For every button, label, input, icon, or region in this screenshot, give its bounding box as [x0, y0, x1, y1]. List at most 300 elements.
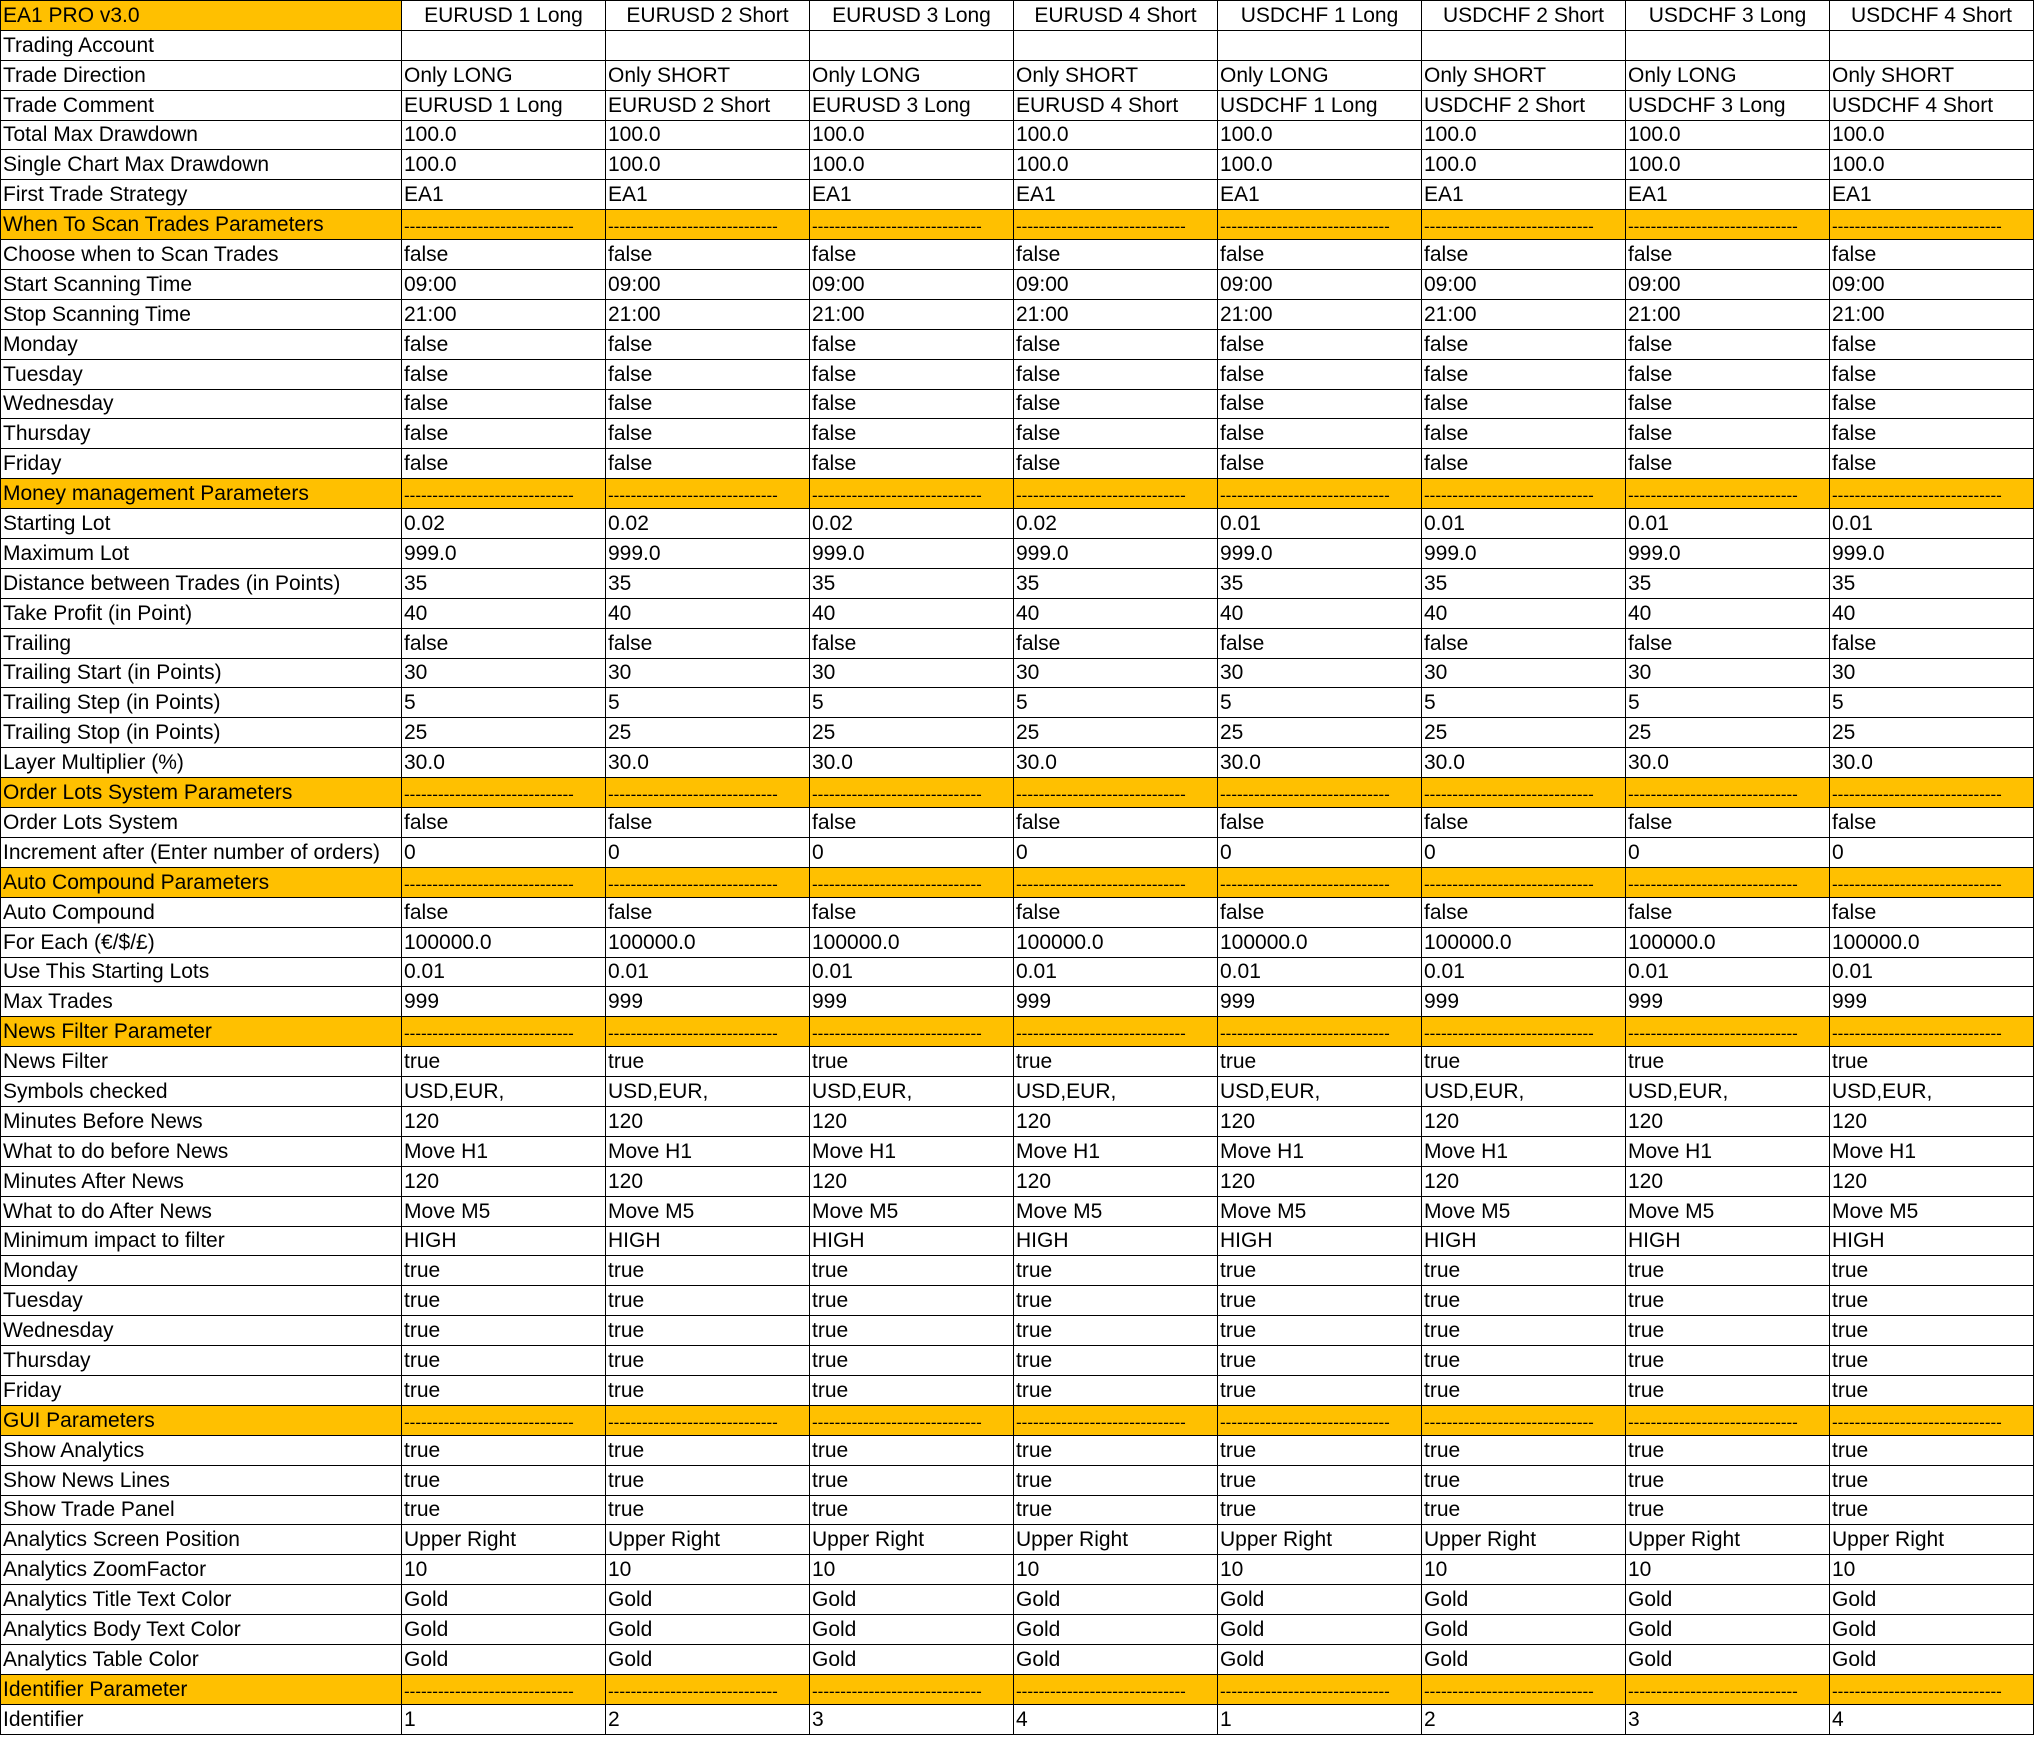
parameter-value-cell[interactable]: false — [1830, 419, 2034, 449]
parameter-value-cell[interactable]: Upper Right — [810, 1525, 1014, 1555]
parameter-value-cell[interactable]: 999.0 — [606, 539, 810, 569]
parameter-value-cell[interactable]: 30.0 — [1830, 748, 2034, 778]
column-header-cell[interactable]: EURUSD 1 Long — [402, 1, 606, 31]
parameter-value-cell[interactable]: Only SHORT — [606, 60, 810, 90]
parameter-value-cell[interactable]: true — [402, 1375, 606, 1405]
parameter-label-cell[interactable]: Minutes Before News — [1, 1106, 402, 1136]
section-divider-cell[interactable]: ------------------------------ — [810, 1017, 1014, 1047]
parameter-label-cell[interactable]: Trailing Step (in Points) — [1, 688, 402, 718]
parameter-value-cell[interactable]: true — [1626, 1465, 1830, 1495]
parameter-value-cell[interactable]: 100000.0 — [606, 927, 810, 957]
parameter-value-cell[interactable]: 100.0 — [1422, 150, 1626, 180]
parameter-value-cell[interactable]: 5 — [1218, 688, 1422, 718]
parameter-label-cell[interactable]: Symbols checked — [1, 1077, 402, 1107]
parameter-label-cell[interactable]: Choose when to Scan Trades — [1, 240, 402, 270]
column-header-cell[interactable]: EURUSD 4 Short — [1014, 1, 1218, 31]
parameter-value-cell[interactable]: 100.0 — [606, 150, 810, 180]
section-divider-cell[interactable]: ------------------------------ — [1830, 479, 2034, 509]
parameter-value-cell[interactable]: true — [1014, 1047, 1218, 1077]
parameter-label-cell[interactable]: Wednesday — [1, 1316, 402, 1346]
parameter-label-cell[interactable]: Use This Starting Lots — [1, 957, 402, 987]
parameter-value-cell[interactable]: true — [1830, 1375, 2034, 1405]
section-divider-cell[interactable]: ------------------------------ — [1830, 778, 2034, 808]
parameter-value-cell[interactable]: false — [1422, 628, 1626, 658]
parameter-value-cell[interactable]: false — [402, 897, 606, 927]
parameter-value-cell[interactable]: 100000.0 — [1422, 927, 1626, 957]
parameter-value-cell[interactable]: true — [402, 1495, 606, 1525]
parameter-value-cell[interactable]: Upper Right — [1422, 1525, 1626, 1555]
parameter-value-cell[interactable]: EURUSD 4 Short — [1014, 90, 1218, 120]
parameter-value-cell[interactable]: true — [810, 1256, 1014, 1286]
section-divider-cell[interactable]: ------------------------------ — [1218, 1017, 1422, 1047]
parameter-value-cell[interactable]: false — [810, 329, 1014, 359]
parameter-value-cell[interactable]: EA1 — [1218, 180, 1422, 210]
parameter-value-cell[interactable]: Gold — [1830, 1644, 2034, 1674]
parameter-value-cell[interactable]: 35 — [402, 568, 606, 598]
parameter-value-cell[interactable]: true — [606, 1286, 810, 1316]
parameter-value-cell[interactable]: 10 — [1422, 1555, 1626, 1585]
parameter-label-cell[interactable]: Trailing Stop (in Points) — [1, 718, 402, 748]
column-header-cell[interactable]: EURUSD 2 Short — [606, 1, 810, 31]
parameter-value-cell[interactable]: 120 — [1422, 1166, 1626, 1196]
parameter-value-cell[interactable]: 21:00 — [1626, 299, 1830, 329]
parameter-value-cell[interactable]: Gold — [1830, 1615, 2034, 1645]
section-divider-cell[interactable]: ------------------------------ — [1218, 210, 1422, 240]
parameter-value-cell[interactable]: Gold — [810, 1585, 1014, 1615]
section-divider-cell[interactable]: ------------------------------ — [810, 210, 1014, 240]
parameter-value-cell[interactable]: true — [810, 1346, 1014, 1376]
parameter-value-cell[interactable]: EURUSD 1 Long — [402, 90, 606, 120]
section-divider-cell[interactable]: ------------------------------ — [606, 479, 810, 509]
parameter-value-cell[interactable]: 100.0 — [402, 120, 606, 150]
parameter-value-cell[interactable]: false — [402, 628, 606, 658]
parameter-value-cell[interactable]: false — [810, 897, 1014, 927]
parameter-value-cell[interactable]: false — [606, 389, 810, 419]
parameter-value-cell[interactable]: Gold — [606, 1615, 810, 1645]
parameter-value-cell[interactable]: 0 — [1218, 837, 1422, 867]
section-divider-cell[interactable]: ------------------------------ — [810, 479, 1014, 509]
parameter-value-cell[interactable] — [810, 30, 1014, 60]
parameter-value-cell[interactable]: 100.0 — [1218, 150, 1422, 180]
parameter-value-cell[interactable]: false — [1422, 897, 1626, 927]
parameter-value-cell[interactable]: true — [1830, 1047, 2034, 1077]
parameter-value-cell[interactable]: 3 — [1626, 1704, 1830, 1734]
parameter-value-cell[interactable]: true — [1626, 1286, 1830, 1316]
parameter-value-cell[interactable]: 999.0 — [1218, 539, 1422, 569]
parameter-value-cell[interactable]: 30.0 — [402, 748, 606, 778]
parameter-value-cell[interactable]: 40 — [1422, 598, 1626, 628]
parameter-value-cell[interactable]: 100.0 — [1626, 120, 1830, 150]
parameter-value-cell[interactable]: Gold — [402, 1615, 606, 1645]
parameter-value-cell[interactable]: Move M5 — [606, 1196, 810, 1226]
parameter-value-cell[interactable]: HIGH — [1830, 1226, 2034, 1256]
parameter-value-cell[interactable]: 0.01 — [1830, 509, 2034, 539]
parameter-label-cell[interactable]: Analytics Body Text Color — [1, 1615, 402, 1645]
parameter-value-cell[interactable]: USDCHF 3 Long — [1626, 90, 1830, 120]
parameter-value-cell[interactable]: 10 — [810, 1555, 1014, 1585]
section-divider-cell[interactable]: ------------------------------ — [402, 1674, 606, 1704]
parameter-value-cell[interactable]: USDCHF 2 Short — [1422, 90, 1626, 120]
parameter-value-cell[interactable]: 999.0 — [1626, 539, 1830, 569]
parameter-value-cell[interactable]: 100.0 — [1014, 120, 1218, 150]
parameter-value-cell[interactable]: 120 — [606, 1166, 810, 1196]
parameter-value-cell[interactable]: true — [1218, 1375, 1422, 1405]
parameter-value-cell[interactable]: 10 — [1626, 1555, 1830, 1585]
parameter-value-cell[interactable]: false — [810, 359, 1014, 389]
parameter-value-cell[interactable]: 120 — [810, 1106, 1014, 1136]
parameter-value-cell[interactable]: 120 — [606, 1106, 810, 1136]
parameter-value-cell[interactable]: false — [1218, 419, 1422, 449]
parameter-label-cell[interactable]: Trading Account — [1, 30, 402, 60]
parameter-label-cell[interactable]: Friday — [1, 449, 402, 479]
parameter-value-cell[interactable]: HIGH — [402, 1226, 606, 1256]
parameter-value-cell[interactable]: Upper Right — [1014, 1525, 1218, 1555]
parameter-value-cell[interactable]: true — [1218, 1495, 1422, 1525]
parameter-value-cell[interactable]: false — [1014, 449, 1218, 479]
parameter-label-cell[interactable]: Analytics Title Text Color — [1, 1585, 402, 1615]
parameter-value-cell[interactable]: 120 — [402, 1166, 606, 1196]
parameter-value-cell[interactable]: true — [1218, 1346, 1422, 1376]
parameter-value-cell[interactable]: 120 — [1014, 1106, 1218, 1136]
parameter-value-cell[interactable]: true — [1422, 1375, 1626, 1405]
section-divider-cell[interactable]: ------------------------------ — [1014, 210, 1218, 240]
parameter-value-cell[interactable]: false — [1014, 628, 1218, 658]
parameter-value-cell[interactable]: Move H1 — [1626, 1136, 1830, 1166]
parameter-value-cell[interactable]: 999 — [1218, 987, 1422, 1017]
section-divider-cell[interactable]: ------------------------------ — [1218, 1405, 1422, 1435]
parameter-value-cell[interactable]: 25 — [402, 718, 606, 748]
parameter-value-cell[interactable]: 0.01 — [402, 957, 606, 987]
parameter-value-cell[interactable]: HIGH — [1626, 1226, 1830, 1256]
parameter-value-cell[interactable]: 999 — [1014, 987, 1218, 1017]
parameter-value-cell[interactable]: 21:00 — [606, 299, 810, 329]
parameter-value-cell[interactable]: 10 — [1014, 1555, 1218, 1585]
parameter-value-cell[interactable]: 35 — [1422, 568, 1626, 598]
parameter-value-cell[interactable]: 0.01 — [1422, 509, 1626, 539]
parameter-value-cell[interactable]: USD,EUR, — [1830, 1077, 2034, 1107]
parameter-value-cell[interactable]: 100.0 — [1626, 150, 1830, 180]
parameter-value-cell[interactable]: 0 — [1014, 837, 1218, 867]
parameter-label-cell[interactable]: Stop Scanning Time — [1, 299, 402, 329]
parameter-value-cell[interactable]: 30.0 — [1422, 748, 1626, 778]
parameter-value-cell[interactable]: true — [1218, 1047, 1422, 1077]
parameter-value-cell[interactable]: true — [1218, 1316, 1422, 1346]
parameter-value-cell[interactable]: Move M5 — [810, 1196, 1014, 1226]
parameter-value-cell[interactable]: Gold — [810, 1644, 1014, 1674]
parameter-value-cell[interactable]: Move M5 — [1422, 1196, 1626, 1226]
parameter-value-cell[interactable]: false — [1626, 449, 1830, 479]
parameter-value-cell[interactable]: 09:00 — [1830, 270, 2034, 300]
parameter-value-cell[interactable]: EA1 — [810, 180, 1014, 210]
parameter-value-cell[interactable]: Gold — [1422, 1644, 1626, 1674]
parameter-value-cell[interactable]: 2 — [606, 1704, 810, 1734]
parameter-value-cell[interactable]: 0.01 — [606, 957, 810, 987]
parameter-value-cell[interactable] — [1014, 30, 1218, 60]
section-divider-cell[interactable]: ------------------------------ — [1626, 1405, 1830, 1435]
section-divider-cell[interactable]: ------------------------------ — [810, 1674, 1014, 1704]
parameter-value-cell[interactable]: true — [606, 1316, 810, 1346]
parameter-value-cell[interactable]: 120 — [1626, 1106, 1830, 1136]
parameter-value-cell[interactable]: false — [402, 449, 606, 479]
section-divider-cell[interactable]: ------------------------------ — [1422, 210, 1626, 240]
parameter-value-cell[interactable]: 25 — [606, 718, 810, 748]
parameter-value-cell[interactable]: 30.0 — [606, 748, 810, 778]
parameter-value-cell[interactable]: true — [1422, 1047, 1626, 1077]
section-divider-cell[interactable]: ------------------------------ — [1014, 778, 1218, 808]
parameter-value-cell[interactable]: 0 — [606, 837, 810, 867]
parameter-label-cell[interactable]: Trailing — [1, 628, 402, 658]
parameter-value-cell[interactable]: 100000.0 — [810, 927, 1014, 957]
parameter-value-cell[interactable]: 25 — [810, 718, 1014, 748]
parameter-value-cell[interactable]: false — [606, 808, 810, 838]
parameter-value-cell[interactable]: Move M5 — [1014, 1196, 1218, 1226]
parameter-value-cell[interactable]: true — [402, 1435, 606, 1465]
parameter-value-cell[interactable]: true — [1830, 1256, 2034, 1286]
parameter-value-cell[interactable]: 30 — [1830, 658, 2034, 688]
parameter-label-cell[interactable]: Increment after (Enter number of orders) — [1, 837, 402, 867]
parameter-value-cell[interactable]: 21:00 — [1830, 299, 2034, 329]
parameter-value-cell[interactable]: 35 — [1014, 568, 1218, 598]
parameter-value-cell[interactable]: Move H1 — [402, 1136, 606, 1166]
parameter-value-cell[interactable]: Only LONG — [1626, 60, 1830, 90]
parameter-value-cell[interactable]: Upper Right — [1626, 1525, 1830, 1555]
parameter-value-cell[interactable]: 30.0 — [1014, 748, 1218, 778]
parameter-value-cell[interactable]: HIGH — [606, 1226, 810, 1256]
parameter-value-cell[interactable]: Move M5 — [1830, 1196, 2034, 1226]
parameter-value-cell[interactable]: Upper Right — [1218, 1525, 1422, 1555]
parameter-label-cell[interactable]: Maximum Lot — [1, 539, 402, 569]
parameter-value-cell[interactable]: true — [606, 1375, 810, 1405]
parameter-value-cell[interactable]: false — [606, 240, 810, 270]
section-divider-cell[interactable]: ------------------------------ — [1830, 1017, 2034, 1047]
parameter-value-cell[interactable]: 0 — [1422, 837, 1626, 867]
section-divider-cell[interactable]: ------------------------------ — [1014, 867, 1218, 897]
section-divider-cell[interactable]: ------------------------------ — [1014, 1405, 1218, 1435]
parameter-value-cell[interactable]: 35 — [810, 568, 1014, 598]
parameter-value-cell[interactable]: 999 — [1830, 987, 2034, 1017]
parameter-value-cell[interactable]: 100.0 — [1830, 120, 2034, 150]
parameter-value-cell[interactable]: false — [1830, 897, 2034, 927]
parameter-value-cell[interactable]: 09:00 — [1014, 270, 1218, 300]
column-header-cell[interactable]: USDCHF 1 Long — [1218, 1, 1422, 31]
parameter-value-cell[interactable]: 0.01 — [1218, 957, 1422, 987]
section-divider-cell[interactable]: ------------------------------ — [1422, 1674, 1626, 1704]
parameter-value-cell[interactable]: false — [1830, 359, 2034, 389]
section-divider-cell[interactable]: ------------------------------ — [606, 1405, 810, 1435]
parameter-value-cell[interactable]: true — [1218, 1256, 1422, 1286]
parameter-value-cell[interactable]: false — [402, 389, 606, 419]
section-divider-cell[interactable]: ------------------------------ — [1830, 210, 2034, 240]
parameter-value-cell[interactable]: true — [606, 1465, 810, 1495]
parameter-value-cell[interactable] — [1422, 30, 1626, 60]
parameter-value-cell[interactable]: USD,EUR, — [1422, 1077, 1626, 1107]
parameter-value-cell[interactable]: false — [1218, 359, 1422, 389]
parameter-value-cell[interactable]: Gold — [1218, 1615, 1422, 1645]
parameter-value-cell[interactable]: Gold — [1014, 1644, 1218, 1674]
parameter-value-cell[interactable]: 999 — [1422, 987, 1626, 1017]
section-divider-cell[interactable]: ------------------------------ — [1422, 479, 1626, 509]
parameter-label-cell[interactable]: Friday — [1, 1375, 402, 1405]
parameter-value-cell[interactable]: 100.0 — [810, 120, 1014, 150]
parameter-value-cell[interactable]: Only SHORT — [1830, 60, 2034, 90]
parameter-label-cell[interactable]: Trade Comment — [1, 90, 402, 120]
parameter-label-cell[interactable]: Minutes After News — [1, 1166, 402, 1196]
parameter-value-cell[interactable]: Move H1 — [606, 1136, 810, 1166]
parameter-value-cell[interactable]: true — [1830, 1286, 2034, 1316]
section-divider-cell[interactable]: ------------------------------ — [1422, 867, 1626, 897]
parameter-value-cell[interactable]: Gold — [1830, 1585, 2034, 1615]
parameter-value-cell[interactable]: false — [402, 329, 606, 359]
column-header-cell[interactable]: USDCHF 3 Long — [1626, 1, 1830, 31]
parameter-value-cell[interactable]: EURUSD 3 Long — [810, 90, 1014, 120]
parameter-value-cell[interactable]: 0 — [1830, 837, 2034, 867]
parameter-value-cell[interactable]: false — [1626, 628, 1830, 658]
parameter-value-cell[interactable]: 100000.0 — [1830, 927, 2034, 957]
parameter-value-cell[interactable]: 2 — [1422, 1704, 1626, 1734]
parameter-value-cell[interactable]: 100000.0 — [1626, 927, 1830, 957]
section-divider-cell[interactable]: ------------------------------ — [1218, 867, 1422, 897]
parameter-value-cell[interactable]: true — [1014, 1316, 1218, 1346]
parameter-value-cell[interactable]: false — [1830, 240, 2034, 270]
parameter-value-cell[interactable]: 120 — [1422, 1106, 1626, 1136]
parameter-value-cell[interactable]: true — [1218, 1465, 1422, 1495]
parameter-value-cell[interactable]: true — [1626, 1375, 1830, 1405]
parameter-value-cell[interactable]: 0 — [1626, 837, 1830, 867]
parameter-value-cell[interactable]: false — [402, 419, 606, 449]
parameter-value-cell[interactable]: 30.0 — [1218, 748, 1422, 778]
parameter-value-cell[interactable]: 0.01 — [1626, 957, 1830, 987]
parameter-value-cell[interactable]: 1 — [402, 1704, 606, 1734]
parameter-value-cell[interactable]: 0.01 — [1626, 509, 1830, 539]
parameter-value-cell[interactable]: 1 — [1218, 1704, 1422, 1734]
parameter-value-cell[interactable]: Move H1 — [810, 1136, 1014, 1166]
parameter-value-cell[interactable]: 0.01 — [1830, 957, 2034, 987]
parameter-value-cell[interactable]: false — [810, 240, 1014, 270]
parameter-value-cell[interactable]: Only LONG — [402, 60, 606, 90]
parameter-value-cell[interactable]: true — [1422, 1465, 1626, 1495]
parameter-label-cell[interactable]: Analytics Table Color — [1, 1644, 402, 1674]
parameter-value-cell[interactable]: false — [810, 808, 1014, 838]
parameter-value-cell[interactable]: 999 — [1626, 987, 1830, 1017]
parameter-value-cell[interactable]: false — [606, 359, 810, 389]
parameter-value-cell[interactable]: true — [810, 1286, 1014, 1316]
parameter-value-cell[interactable]: Only LONG — [1218, 60, 1422, 90]
parameter-value-cell[interactable]: true — [1014, 1256, 1218, 1286]
parameter-value-cell[interactable]: true — [402, 1286, 606, 1316]
parameter-label-cell[interactable]: Show News Lines — [1, 1465, 402, 1495]
parameter-value-cell[interactable]: Gold — [1218, 1585, 1422, 1615]
parameter-value-cell[interactable]: true — [1830, 1465, 2034, 1495]
parameter-value-cell[interactable]: true — [1014, 1286, 1218, 1316]
parameter-value-cell[interactable]: 25 — [1014, 718, 1218, 748]
parameter-value-cell[interactable]: true — [402, 1346, 606, 1376]
section-divider-cell[interactable]: ------------------------------ — [1218, 479, 1422, 509]
section-divider-cell[interactable]: ------------------------------ — [1626, 479, 1830, 509]
section-title-cell[interactable]: When To Scan Trades Parameters — [1, 210, 402, 240]
parameter-value-cell[interactable]: USDCHF 4 Short — [1830, 90, 2034, 120]
parameter-label-cell[interactable]: Start Scanning Time — [1, 270, 402, 300]
parameter-value-cell[interactable]: 100000.0 — [402, 927, 606, 957]
parameter-value-cell[interactable]: false — [1626, 897, 1830, 927]
parameter-value-cell[interactable]: Gold — [1014, 1615, 1218, 1645]
parameter-value-cell[interactable]: 25 — [1218, 718, 1422, 748]
parameter-label-cell[interactable]: Monday — [1, 329, 402, 359]
parameter-label-cell[interactable]: Tuesday — [1, 1286, 402, 1316]
parameter-value-cell[interactable]: EA1 — [1014, 180, 1218, 210]
parameter-value-cell[interactable]: false — [1422, 808, 1626, 838]
parameter-value-cell[interactable]: 100.0 — [1422, 120, 1626, 150]
parameter-value-cell[interactable]: 5 — [1422, 688, 1626, 718]
column-header-cell[interactable]: USDCHF 2 Short — [1422, 1, 1626, 31]
parameter-value-cell[interactable]: 09:00 — [606, 270, 810, 300]
parameter-value-cell[interactable]: Gold — [1422, 1615, 1626, 1645]
parameter-value-cell[interactable]: false — [1626, 329, 1830, 359]
parameter-value-cell[interactable]: Gold — [1422, 1585, 1626, 1615]
parameter-value-cell[interactable]: false — [402, 359, 606, 389]
section-divider-cell[interactable]: ------------------------------ — [402, 479, 606, 509]
parameter-value-cell[interactable]: 100.0 — [402, 150, 606, 180]
parameter-value-cell[interactable]: 21:00 — [810, 299, 1014, 329]
parameter-label-cell[interactable]: Analytics ZoomFactor — [1, 1555, 402, 1585]
parameter-value-cell[interactable]: false — [1626, 240, 1830, 270]
parameter-value-cell[interactable]: 120 — [1218, 1106, 1422, 1136]
parameter-label-cell[interactable]: Take Profit (in Point) — [1, 598, 402, 628]
parameter-value-cell[interactable]: true — [1626, 1495, 1830, 1525]
parameter-value-cell[interactable]: false — [606, 419, 810, 449]
section-title-cell[interactable]: Money management Parameters — [1, 479, 402, 509]
parameter-value-cell[interactable]: 120 — [1014, 1166, 1218, 1196]
parameter-value-cell[interactable]: true — [1014, 1375, 1218, 1405]
parameter-value-cell[interactable]: 10 — [402, 1555, 606, 1585]
parameter-label-cell[interactable]: Max Trades — [1, 987, 402, 1017]
parameter-label-cell[interactable]: Trade Direction — [1, 60, 402, 90]
section-divider-cell[interactable]: ------------------------------ — [402, 1017, 606, 1047]
parameter-value-cell[interactable]: 999.0 — [810, 539, 1014, 569]
parameter-value-cell[interactable]: 40 — [810, 598, 1014, 628]
section-divider-cell[interactable]: ------------------------------ — [1422, 778, 1626, 808]
parameter-value-cell[interactable]: HIGH — [1422, 1226, 1626, 1256]
parameter-value-cell[interactable]: true — [1626, 1047, 1830, 1077]
parameter-value-cell[interactable]: Gold — [1626, 1585, 1830, 1615]
parameter-value-cell[interactable]: true — [606, 1495, 810, 1525]
section-divider-cell[interactable]: ------------------------------ — [1422, 1405, 1626, 1435]
parameter-value-cell[interactable]: 09:00 — [1218, 270, 1422, 300]
parameter-label-cell[interactable]: Analytics Screen Position — [1, 1525, 402, 1555]
parameter-value-cell[interactable]: true — [810, 1375, 1014, 1405]
parameter-value-cell[interactable]: true — [1626, 1346, 1830, 1376]
parameter-value-cell[interactable]: false — [1422, 449, 1626, 479]
parameter-value-cell[interactable]: Gold — [1626, 1644, 1830, 1674]
parameter-value-cell[interactable]: 35 — [1626, 568, 1830, 598]
parameter-value-cell[interactable]: false — [1422, 419, 1626, 449]
parameter-value-cell[interactable]: false — [606, 329, 810, 359]
parameter-value-cell[interactable]: false — [1626, 359, 1830, 389]
parameter-value-cell[interactable]: 100.0 — [1830, 150, 2034, 180]
section-divider-cell[interactable]: ------------------------------ — [1014, 1674, 1218, 1704]
parameter-value-cell[interactable]: 120 — [1626, 1166, 1830, 1196]
parameter-value-cell[interactable]: 35 — [606, 568, 810, 598]
section-divider-cell[interactable]: ------------------------------ — [402, 1405, 606, 1435]
parameter-value-cell[interactable]: Only SHORT — [1422, 60, 1626, 90]
parameter-value-cell[interactable]: Only LONG — [810, 60, 1014, 90]
section-divider-cell[interactable]: ------------------------------ — [1626, 1674, 1830, 1704]
section-divider-cell[interactable]: ------------------------------ — [1422, 1017, 1626, 1047]
parameter-value-cell[interactable]: true — [1626, 1316, 1830, 1346]
parameter-value-cell[interactable]: 5 — [1626, 688, 1830, 718]
parameter-value-cell[interactable]: Gold — [1014, 1585, 1218, 1615]
parameter-value-cell[interactable]: 5 — [810, 688, 1014, 718]
section-divider-cell[interactable]: ------------------------------ — [1626, 1017, 1830, 1047]
